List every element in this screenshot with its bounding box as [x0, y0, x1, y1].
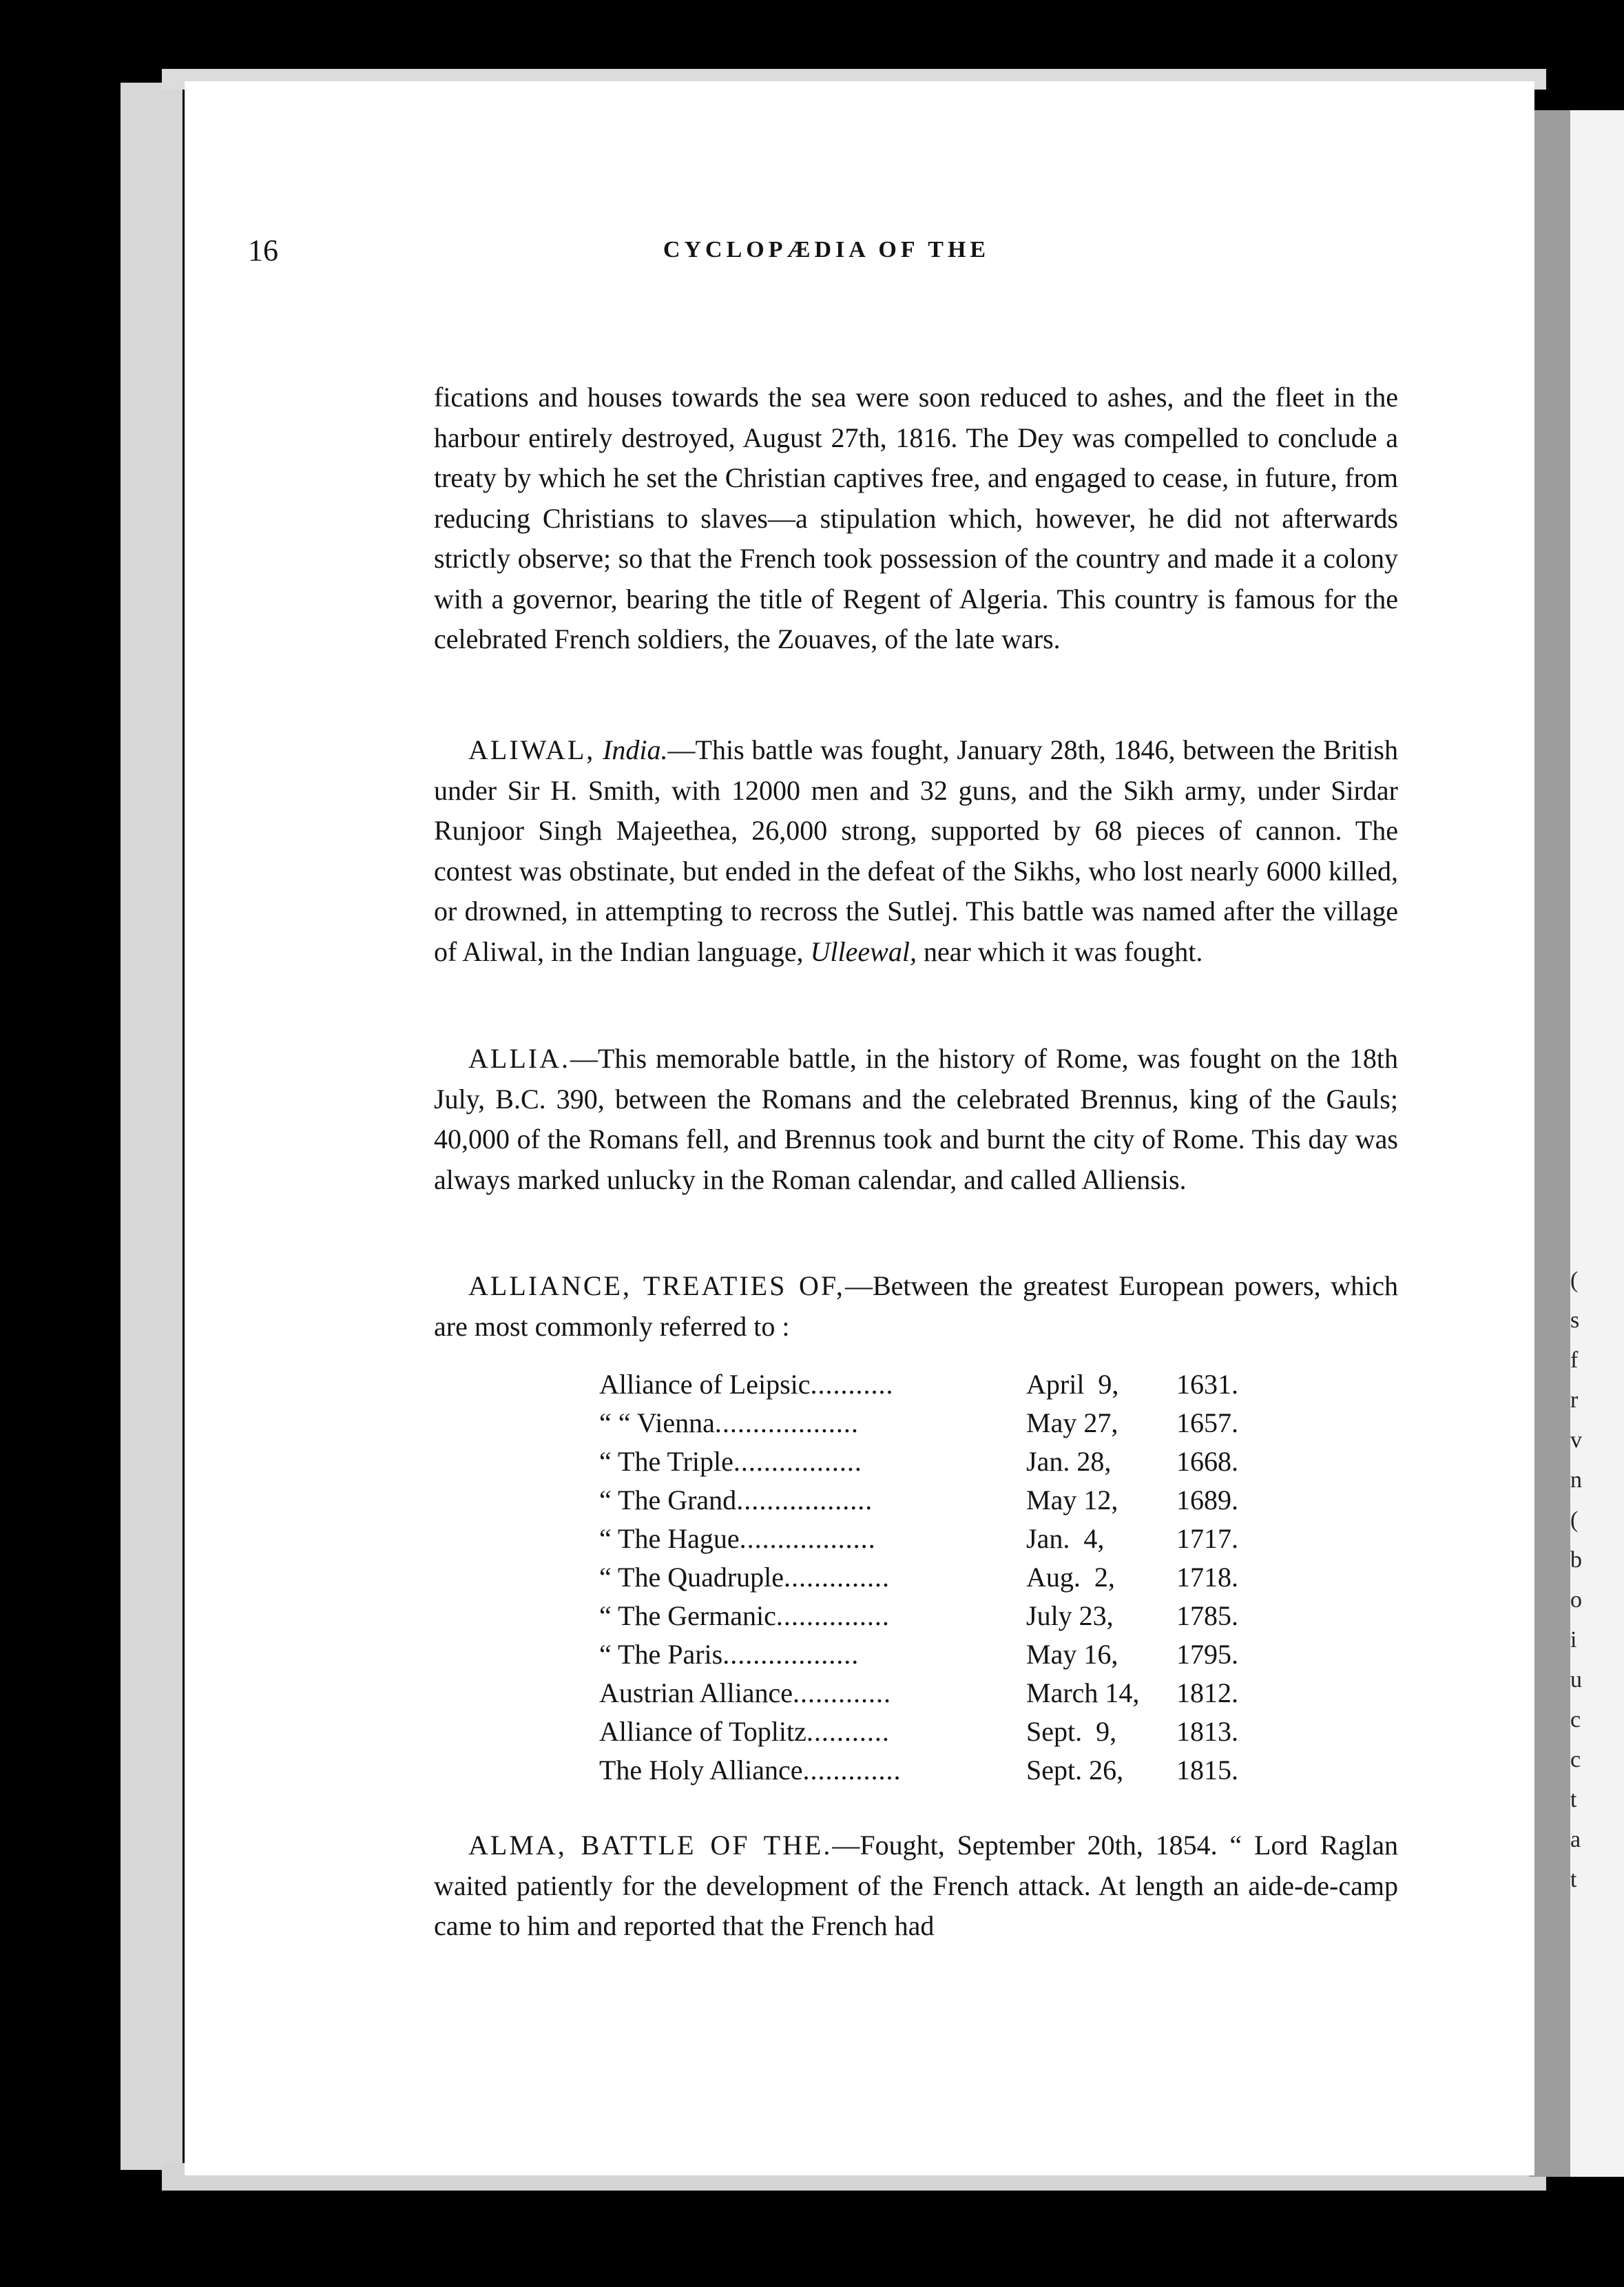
facing-page-letter: t [1570, 1787, 1577, 1812]
treaty-date: May 12, [1026, 1484, 1118, 1515]
treaty-row [599, 1481, 1238, 1520]
facing-page-letter: t [1570, 1867, 1577, 1892]
treaty-name: Austrian Alliance............. [599, 1677, 892, 1708]
treaty-year: 1657. [1176, 1407, 1238, 1438]
leader-dots: .................. [722, 1639, 860, 1670]
facing-page-strip [1570, 110, 1624, 2177]
entry-place: India. [603, 734, 668, 765]
entry-heading: ALLIANCE, TREATIES OF, [468, 1270, 845, 1301]
treaty-row [599, 1712, 1238, 1751]
facing-page-letter: c [1570, 1747, 1581, 1772]
treaty-year: 1717. [1176, 1523, 1238, 1554]
treaty-year: 1718. [1176, 1562, 1238, 1593]
leader-dots: ............... [775, 1600, 890, 1631]
treaty-year: 1631. [1176, 1369, 1238, 1400]
paragraph-algiers-continued: fications and houses towards the sea were soon reduced to ashes, and the fleet in the harbour entirely destroyed, August 27th, 1816. The Dey was compelled to conclude a treaty by which he set the Christian captives free, and engaged to cease, in future, from reducing Christians to slaves—a stipulation which, however, he did not afterwards strictly observe; so that the French took possession of the country and made it a colony with a governor, bearing the title of Regent of Algeria. This country is famous for the celebrated French soldiers, the Zouaves, of the late wars. [434, 382, 1398, 654]
entry-heading: ALMA, BATTLE OF THE. [468, 1830, 833, 1861]
facing-page-letter: n [1570, 1467, 1582, 1493]
treaty-name: “ The Triple................. [599, 1446, 862, 1477]
treaty-name: “ “ Vienna................... [599, 1407, 859, 1438]
entry-heading: ALLIA. [468, 1043, 570, 1074]
entry-body: —Between the greatest European powers, which are most commonly referred to : [434, 1270, 1398, 1342]
facing-page-letter: v [1570, 1427, 1582, 1453]
treaty-name: “ The Paris.................. [599, 1639, 860, 1670]
facing-page-letter: i [1570, 1627, 1577, 1653]
native-name: Ulleewal, [810, 935, 917, 967]
treaty-date: Jan. 28, [1026, 1446, 1112, 1477]
treaty-year: 1785. [1176, 1600, 1238, 1631]
entry-body: —This battle was fought, January 28th, 1846, between the British under Sir H. Smith, with 12000 men and 32 guns, and the Sikh army, under Sirdar Runjoor Singh Majeethea, 26,000 strong, supported by 68 pieces of cannon. The contest was obstinate, but ended in the defeat of the Sikhs, who lost nearly 6000 killed, or drowned, in attempting to recross the Sutlej. This battle was named after the village of Aliwal, in the Indian language, [434, 734, 1398, 967]
facing-page-letter: f [1570, 1347, 1579, 1373]
entry-alliance [434, 1266, 1398, 1347]
facing-page-letter: b [1570, 1547, 1582, 1573]
running-title: CYCLOPÆDIA OF THE [663, 237, 990, 262]
treaty-name: Alliance of Leipsic........... [599, 1369, 894, 1400]
treaty-year: 1813. [1176, 1716, 1238, 1747]
treaty-date: May 27, [1026, 1407, 1118, 1438]
book-gutter-right [1529, 110, 1570, 2177]
facing-page-letter: r [1570, 1387, 1579, 1413]
facing-page-letter: c [1570, 1707, 1581, 1732]
page-number: 16 [248, 234, 278, 267]
treaty-row [599, 1442, 1238, 1481]
treaty-year: 1668. [1176, 1446, 1238, 1477]
treaty-year: 1812. [1176, 1677, 1238, 1708]
leader-dots: ........... [806, 1716, 890, 1747]
entry-allia [434, 1039, 1398, 1200]
facing-page-letter: ( [1570, 1267, 1579, 1293]
treaties-table [599, 1365, 1238, 1790]
leader-dots: ................. [733, 1446, 862, 1477]
treaty-row [599, 1558, 1238, 1597]
treaty-year: 1795. [1176, 1639, 1238, 1670]
treaty-row [599, 1404, 1238, 1442]
treaty-name: “ The Quadruple.............. [599, 1562, 891, 1593]
book-edge-left [121, 83, 183, 2170]
treaty-name: Alliance of Toplitz........... [599, 1716, 890, 1747]
leader-dots: ........... [810, 1369, 894, 1400]
facing-page-letter: ( [1570, 1507, 1579, 1533]
entry-body: —Fought, September 20th, 1854. “ Lord Raglan waited patiently for the development of the French attack. At length an aide-de-camp came to him and reported that the French had [434, 1830, 1398, 1941]
treaty-row [599, 1751, 1238, 1790]
leader-dots: ............. [802, 1755, 902, 1786]
treaty-name: “ The Grand.................. [599, 1484, 873, 1515]
facing-page-letter: o [1570, 1587, 1582, 1613]
treaty-date: July 23, [1026, 1600, 1114, 1631]
entry-body: —This memorable battle, in the history of Rome, was fought on the 18th July, B.C. 390, between the Romans and the celebrated Brennus, king of the Gauls; 40,000 of the Romans fell, and Brennus took and burnt the city of Rome. This day was always marked unlucky in the Roman calendar, and called Alliensis. [434, 1043, 1398, 1195]
treaty-date: Sept. 26, [1026, 1755, 1124, 1786]
leader-dots: .................. [736, 1484, 873, 1515]
leader-dots: ................... [714, 1407, 859, 1438]
facing-page-letter: u [1570, 1667, 1582, 1693]
leader-dots: .................. [739, 1523, 876, 1554]
entry-heading: ALIWAL, [468, 734, 596, 765]
treaty-date: May 16, [1026, 1639, 1118, 1670]
treaty-name: “ The Hague.................. [599, 1523, 876, 1554]
entry-aliwal [434, 730, 1398, 972]
treaty-row [599, 1597, 1238, 1635]
treaty-year: 1689. [1176, 1484, 1238, 1515]
facing-page-letter: s [1570, 1307, 1580, 1333]
entry-tail: near which it was fought. [923, 935, 1203, 967]
treaty-date: March 14, [1026, 1677, 1140, 1708]
leader-dots: ............. [793, 1677, 892, 1708]
treaty-date: April 9, [1026, 1369, 1119, 1400]
treaty-date: Jan. 4, [1026, 1523, 1105, 1554]
entry-alma [434, 1825, 1398, 1947]
leader-dots: .............. [784, 1562, 891, 1593]
treaty-row [599, 1520, 1238, 1558]
treaty-name: “ The Germanic............... [599, 1600, 890, 1631]
treaty-name: The Holy Alliance............. [599, 1755, 902, 1786]
treaty-row [599, 1365, 1238, 1404]
treaty-date: Sept. 9, [1026, 1716, 1117, 1747]
treaty-row [599, 1674, 1238, 1712]
treaty-row [599, 1635, 1238, 1674]
treaty-date: Aug. 2, [1026, 1562, 1115, 1593]
treaty-year: 1815. [1176, 1755, 1238, 1786]
page-header [248, 233, 1405, 274]
facing-page-letter: a [1570, 1827, 1581, 1852]
